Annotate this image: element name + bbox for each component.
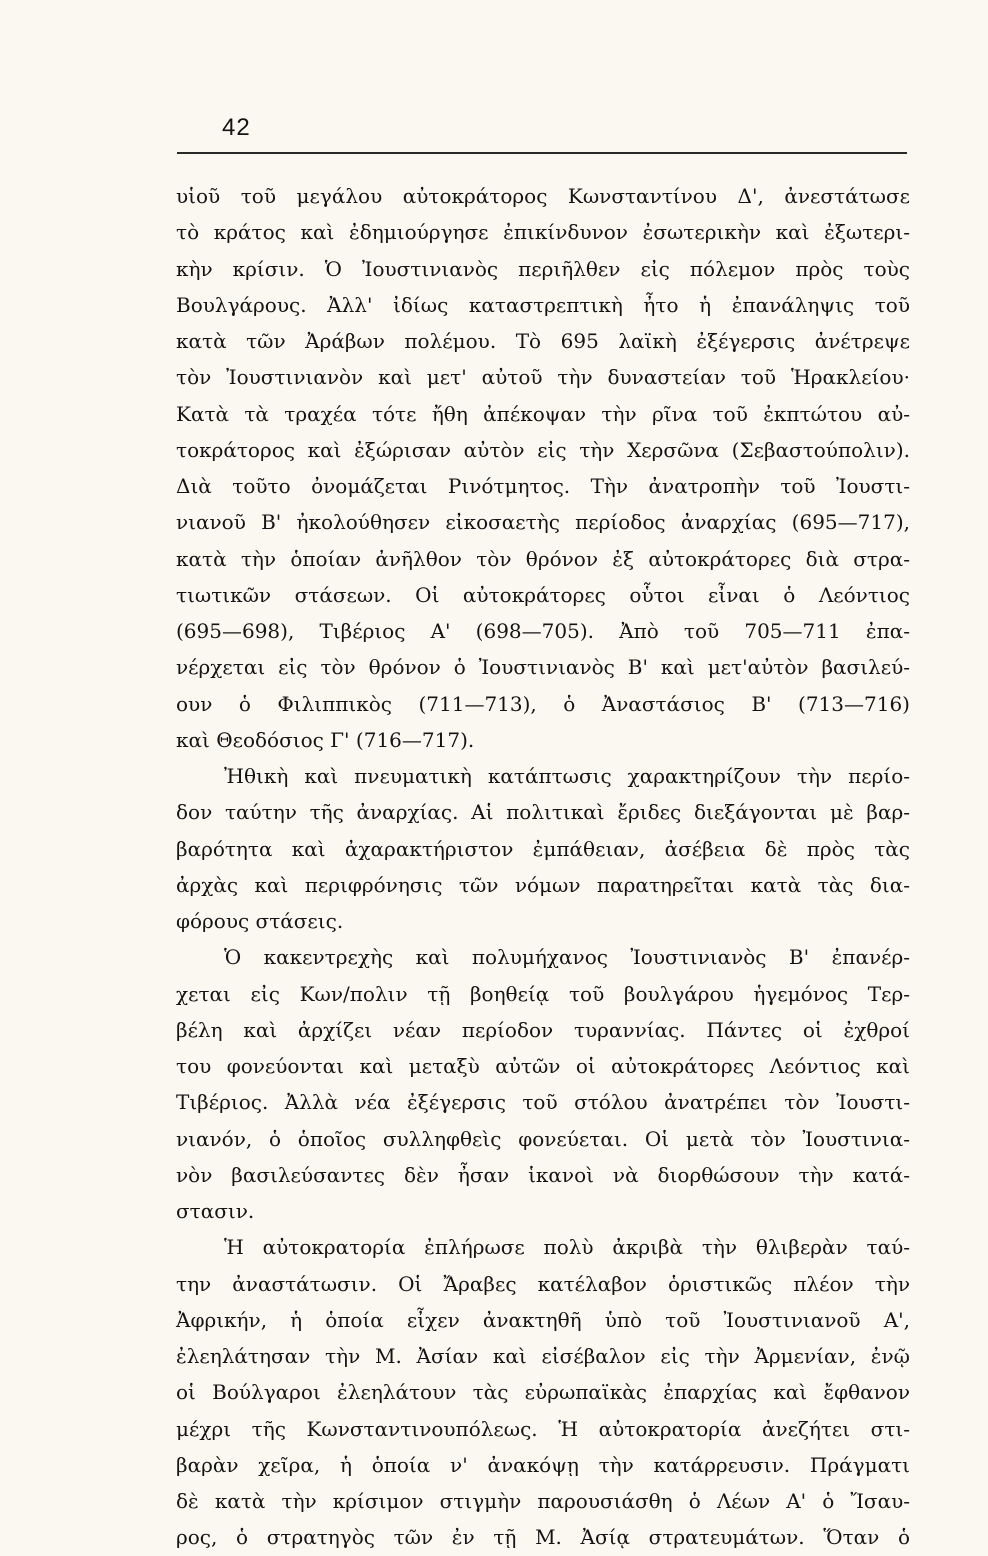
text-line: τοκράτορος καὶ ἐξώρισαν αὐτὸν εἰς τὴν Χερσῶνα (Σεβαστούπολιν). — [176, 437, 910, 462]
text-line: κατὰ τῶν Ἀράβων πολέμου. Τὸ 695 λαϊκὴ ἐξέγερσις ἀνέτρεψε — [176, 329, 910, 353]
text-line: κατὰ τὴν ὁποίαν ἀνῆλθον τὸν θρόνον ἐξ αὐτοκράτορες διὰ στρα- — [176, 546, 910, 571]
text-line: Ὁ κακεντρεχὴς καὶ πολυμήχανος Ἰουστινιανὸς Β' ἐπανέρ- — [224, 945, 910, 970]
text-line: στασιν. — [176, 1199, 255, 1223]
text-line: βαρότητα καὶ ἀχαρακτήριστον ἐμπάθειαν, ἀσέβεια δὲ πρὸς τὰς — [176, 836, 910, 861]
text-line: Κατὰ τὰ τραχέα τότε ἤθη ἀπέκοψαν τὴν ρῖνα τοῦ ἐκπτώτου αὐ- — [176, 401, 910, 426]
text-line: τὸν Ἰουστινιανὸν καὶ μετ' αὐτοῦ τὴν δυναστείαν τοῦ Ἡρακλείου· — [176, 365, 910, 390]
text-line: υἱοῦ τοῦ μεγάλου αὐτοκράτορος Κωνσταντίνου Δ', ἀνεστάτωσε — [176, 184, 910, 208]
text-line: καὶ Θεοδόσιος Γ' (716—717). — [176, 727, 475, 752]
header-rule — [177, 152, 907, 154]
text-line: Ἡ αὐτοκρατορία ἐπλήρωσε πολὺ ἀκριβὰ τὴν θλιβερὰν ταύ- — [224, 1235, 910, 1260]
text-line: νὸν βασιλεύσαντες δὲν ἦσαν ἱκανοὶ νὰ διορθώσουν τὴν κατά- — [176, 1162, 910, 1187]
text-line: (695—698), Τιβέριος Α' (698—705). Ἀπὸ τοῦ 705—711 ἐπα- — [176, 619, 910, 643]
text-line: τιωτικῶν στάσεων. Οἱ αὐτοκράτορες οὗτοι εἶναι ὁ Λεόντιος — [176, 582, 910, 607]
text-line: τὸ κράτος καὶ ἐδημιούργησε ἐπικίνδυνον ἐσωτερικὴν καὶ ἐξωτερι- — [176, 220, 910, 245]
text-line: την ἀναστάτωσιν. Οἱ Ἄραβες κατέλαβον ὁριστικῶς πλέον τὴν — [176, 1271, 910, 1296]
text-line: ἐλεηλάτησαν τὴν Μ. Ἀσίαν καὶ εἰσέβαλον εἰς τὴν Ἀρμενίαν, ἐνῷ — [176, 1344, 910, 1368]
text-line: βέλη καὶ ἀρχίζει νέαν περίοδον τυραννίας. Πάντες οἱ ἐχθροί — [176, 1017, 910, 1042]
text-line: ρος, ὁ στρατηγὸς τῶν ἐν τῇ Μ. Ἀσίᾳ στρατευμάτων. Ὅταν ὁ — [176, 1525, 910, 1550]
text-line: ἀρχὰς καὶ περιφρόνησις τῶν νόμων παρατηρεῖται κατὰ τὰς δια- — [176, 872, 910, 897]
text-line: Ἠθικὴ καὶ πνευματικὴ κατάπτωσις χαρακτηρίζουν τὴν περίο- — [224, 764, 910, 788]
body-text — [176, 178, 910, 1556]
text-line: φόρους στάσεις. — [176, 909, 344, 933]
text-line: δὲ κατὰ τὴν κρίσιμον στιγμὴν παρουσιάσθη ὁ Λέων Α' ὁ Ἴσαυ- — [176, 1489, 910, 1513]
text-line: νιανόν, ὁ ὁποῖος συλληφθεὶς φονεύεται. Οἱ μετὰ τὸν Ἰουστινια- — [176, 1126, 910, 1151]
page-number: 42 — [222, 114, 251, 141]
text-line: Βουλγάρους. Ἀλλ' ἰδίως καταστρεπτικὴ ἦτο ἡ ἐπανάληψις τοῦ — [176, 292, 910, 317]
text-line: κὴν κρίσιν. Ὁ Ἰουστινιανὸς περιῆλθεν εἰς πόλεμον πρὸς τοὺς — [176, 256, 910, 281]
text-line: του φονεύονται καὶ μεταξὺ αὐτῶν οἱ αὐτοκράτορες Λεόντιος καὶ — [176, 1054, 910, 1078]
text-line: Τιβέριος. Ἀλλὰ νέα ἐξέγερσις τοῦ στόλου ἀνατρέπει τὸν Ἰουστι- — [176, 1090, 910, 1115]
text-line: δον ταύτην τῆς ἀναρχίας. Αἱ πολιτικαὶ ἔριδες διεξάγονται μὲ βαρ- — [176, 800, 910, 825]
text-line: νιανοῦ Β' ἠκολούθησεν εἰκοσαετὴς περίοδος ἀναρχίας (695—717), — [176, 510, 910, 535]
text-line: Ἀφρικήν, ἡ ὁποία εἶχεν ἀνακτηθῆ ὑπὸ τοῦ Ἰουστινιανοῦ Α', — [176, 1307, 910, 1332]
text-line: χεται εἰς Κων/πολιν τῇ βοηθείᾳ τοῦ βουλγάρου ἡγεμόνος Τερ- — [176, 981, 910, 1006]
text-line: οἱ Βούλγαροι ἐλεηλάτουν τὰς εὐρωπαϊκὰς ἐπαρχίας καὶ ἔφθανον — [176, 1380, 910, 1405]
text-line: νέρχεται εἰς τὸν θρόνον ὁ Ἰουστινιανὸς Β' καὶ μετ'αὐτὸν βασιλεύ- — [176, 655, 910, 680]
text-line: βαρὰν χεῖρα, ἡ ὁποία ν' ἀνακόψῃ τὴν κατάρρευσιν. Πράγματι — [176, 1452, 910, 1477]
text-line: Διὰ τοῦτο ὀνομάζεται Ρινότμητος. Τὴν ἀνατροπὴν τοῦ Ἰουστι- — [176, 474, 910, 498]
text-line: ουν ὁ Φιλιππικὸς (711—713), ὁ Ἀναστάσιος Β' (713—716) — [176, 691, 910, 716]
text-line: μέχρι τῆς Κωνσταντινουπόλεως. Ἡ αὐτοκρατορία ἀνεζήτει στι- — [176, 1416, 910, 1441]
